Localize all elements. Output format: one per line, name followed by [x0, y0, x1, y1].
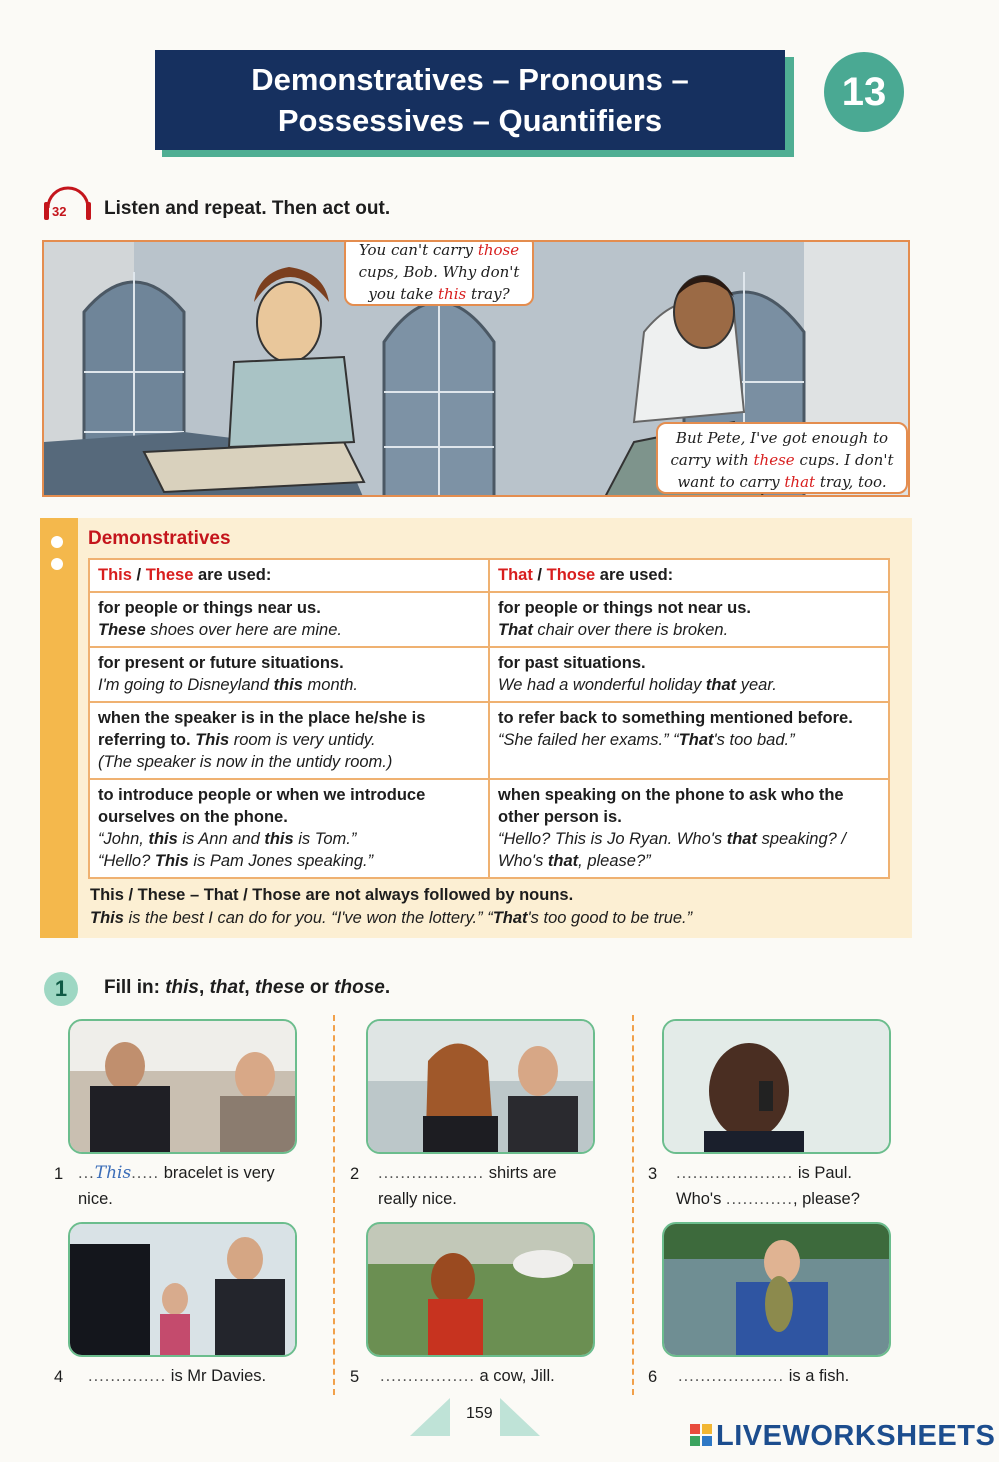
header-word: Those [546, 566, 596, 584]
example-text: We had a wonderful holiday [498, 676, 706, 694]
bubble1-text: cups, Bob. Why don't you take [358, 263, 520, 303]
example-text: is Tom.” [293, 830, 357, 848]
rule-text: for people or things near us. [98, 599, 321, 617]
rule-text: when the speaker is in the place he/she is referring to. [98, 709, 426, 749]
liveworksheets-logo-icon [690, 1424, 712, 1446]
speech-bubble-right [656, 422, 908, 494]
bubble2-text: But Pete, I've got enough to carry with [670, 429, 889, 469]
table-row [89, 592, 889, 647]
exercise-item-4 [88, 1363, 328, 1389]
example-bold: that [547, 852, 579, 870]
item-text: Who's [676, 1190, 726, 1208]
instr-text: . [384, 977, 391, 998]
unit-title [155, 50, 785, 150]
example-text: year. [736, 676, 777, 694]
rule-text: to introduce people or when we introduce ourselves on the phone. [98, 786, 426, 826]
photo-shirts [366, 1019, 595, 1154]
rule-text: to refer back to something mentioned before. [498, 709, 853, 727]
item-text: is a fish. [784, 1367, 850, 1385]
item-number: 6 [648, 1368, 658, 1386]
bubble2-text: tray, too. [815, 473, 887, 491]
example-text: month. [302, 676, 358, 694]
rule-text: for present or future situations. [98, 654, 344, 672]
item-text: a cow, Jill. [474, 1367, 555, 1385]
bullet-dot [51, 558, 63, 570]
example-text: “She failed her exams.” “ [498, 731, 679, 749]
example-bold: This [154, 852, 189, 870]
item-text: nice. [78, 1190, 113, 1208]
example-text: “John, [98, 830, 149, 848]
example-text: shoes over here are mine. [145, 621, 342, 639]
title-line-1: Demonstratives – Pronouns – [251, 62, 689, 97]
blank-dots: ... [78, 1164, 95, 1182]
item-number: 4 [54, 1368, 64, 1386]
example-text: chair over there is broken. [532, 621, 729, 639]
grammar-note [90, 884, 692, 930]
table-cell [489, 592, 889, 647]
demonstratives-table [88, 558, 890, 879]
bubble1-highlight: those [477, 241, 520, 259]
example-bold: this [148, 830, 178, 848]
table-header-left [89, 559, 489, 592]
instr-word: those [334, 977, 385, 998]
bubble2-highlight: these [753, 451, 795, 469]
example-text: “Hello? [98, 852, 155, 870]
item-text: shirts are [484, 1164, 557, 1182]
example-text: speaking? / Who's [498, 830, 846, 870]
instr-text: or [304, 977, 335, 998]
item-text: bracelet is very [159, 1164, 275, 1182]
example-text: 's too good to be true.” [527, 909, 693, 927]
header-word: That [498, 566, 533, 584]
exercise-item-2 [378, 1160, 628, 1212]
table-cell [89, 779, 489, 878]
answer-field[interactable]: ............ [725, 1190, 793, 1208]
instr-text: , [199, 977, 210, 998]
instr-word: that [209, 977, 245, 998]
example-bold: this [264, 830, 294, 848]
example-bold: That [492, 909, 528, 927]
title-line-2: Possessives – Quantifiers [277, 103, 663, 138]
header-rest: are used: [193, 566, 272, 584]
exercise-number: 1 [44, 972, 78, 1006]
exercise-item-1 [78, 1160, 328, 1212]
bubble2-highlight: that [784, 473, 816, 491]
exercise-item-5 [380, 1363, 628, 1389]
header-rest: are used: [595, 566, 674, 584]
example-text: (The speaker is now in the untidy room.) [98, 753, 393, 771]
header-sep: / [532, 566, 547, 584]
exercise-instruction [104, 977, 390, 999]
rule-text: when speaking on the phone to ask who the other person is. [498, 786, 844, 826]
answer-field[interactable]: ................. [380, 1367, 475, 1385]
example-bold: This [195, 731, 230, 749]
example-bold: That [678, 731, 714, 749]
table-cell [89, 592, 489, 647]
page-number: 159 [466, 1405, 493, 1422]
table-header-right [489, 559, 889, 592]
comic-strip [42, 240, 910, 497]
item-number: 5 [350, 1368, 360, 1386]
answer-field[interactable]: ..................... [676, 1164, 794, 1182]
example-text: , please?” [578, 852, 651, 870]
table-row [89, 702, 889, 779]
table-row [89, 779, 889, 878]
instr-text: Fill in: [104, 977, 166, 998]
rule-text: for people or things not near us. [498, 599, 752, 617]
answer-field[interactable]: This [94, 1163, 132, 1183]
item-text: is Mr Davies. [166, 1367, 267, 1385]
example-text: room is very untidy. [229, 731, 376, 749]
item-text: really nice. [378, 1190, 457, 1208]
table-cell [489, 702, 889, 779]
example-bold: That [498, 621, 533, 639]
item-number: 1 [54, 1165, 64, 1183]
audio-track-number: 32 [52, 204, 67, 219]
column-divider [333, 1015, 335, 1395]
example-bold: that [726, 830, 757, 848]
example-text: is Ann and [177, 830, 265, 848]
exercise-item-6 [678, 1363, 918, 1389]
photo-fish [662, 1222, 891, 1357]
example-text: “Hello? This is Jo Ryan. Who's [498, 830, 727, 848]
header-word: This [98, 566, 132, 584]
grammar-title: Demonstratives [88, 528, 231, 549]
headphones-icon[interactable] [40, 178, 95, 224]
example-bold: that [705, 676, 737, 694]
example-bold: These [98, 621, 146, 639]
item-number: 3 [648, 1165, 658, 1183]
table-cell [89, 702, 489, 779]
liveworksheets-logo-text[interactable]: LIVEWORKSHEETS [716, 1420, 996, 1452]
photo-bracelet [68, 1019, 297, 1154]
example-text: is Pam Jones speaking.” [188, 852, 374, 870]
instr-text: , [244, 977, 255, 998]
speech-bubble-left [344, 240, 534, 306]
item-text: , please? [792, 1190, 860, 1208]
table-cell [489, 647, 889, 702]
table-row [89, 647, 889, 702]
column-divider [632, 1015, 634, 1395]
bullet-dot [51, 536, 63, 548]
exercise-item-3 [676, 1160, 926, 1212]
note-rule: This / These – That / Those are not always followed by nouns. [90, 886, 574, 904]
bubble2-text: cups. I don't want to carry [677, 451, 894, 491]
bubble1-text: tray? [466, 285, 510, 303]
unit-number-badge: 13 [824, 52, 904, 132]
photo-handshake [68, 1222, 297, 1357]
answer-field[interactable]: ................... [678, 1367, 785, 1385]
header-word: These [145, 566, 194, 584]
table-cell [489, 779, 889, 878]
example-text: is the best I can do for you. “I've won the lottery.” “ [123, 909, 493, 927]
example-text: 's too bad.” [713, 731, 795, 749]
example-bold: this [273, 676, 303, 694]
photo-phone-man [662, 1019, 891, 1154]
bubble1-highlight: this [438, 285, 467, 303]
item-text: is Paul. [793, 1164, 852, 1182]
item-number: 2 [350, 1165, 360, 1183]
answer-field[interactable]: .............. [88, 1367, 167, 1385]
blank-dots: ..... [131, 1164, 160, 1182]
bubble1-text: You can't carry [358, 241, 478, 259]
photo-cow [366, 1222, 595, 1357]
instr-word: this [165, 977, 199, 998]
listen-instruction: Listen and repeat. Then act out. [104, 198, 391, 219]
rule-text: for past situations. [498, 654, 646, 672]
answer-field[interactable]: ................... [378, 1164, 485, 1182]
header-sep: / [131, 566, 146, 584]
instr-word: these [254, 977, 305, 998]
example-bold: This [90, 909, 124, 927]
table-cell [89, 647, 489, 702]
example-text: I'm going to Disneyland [98, 676, 274, 694]
